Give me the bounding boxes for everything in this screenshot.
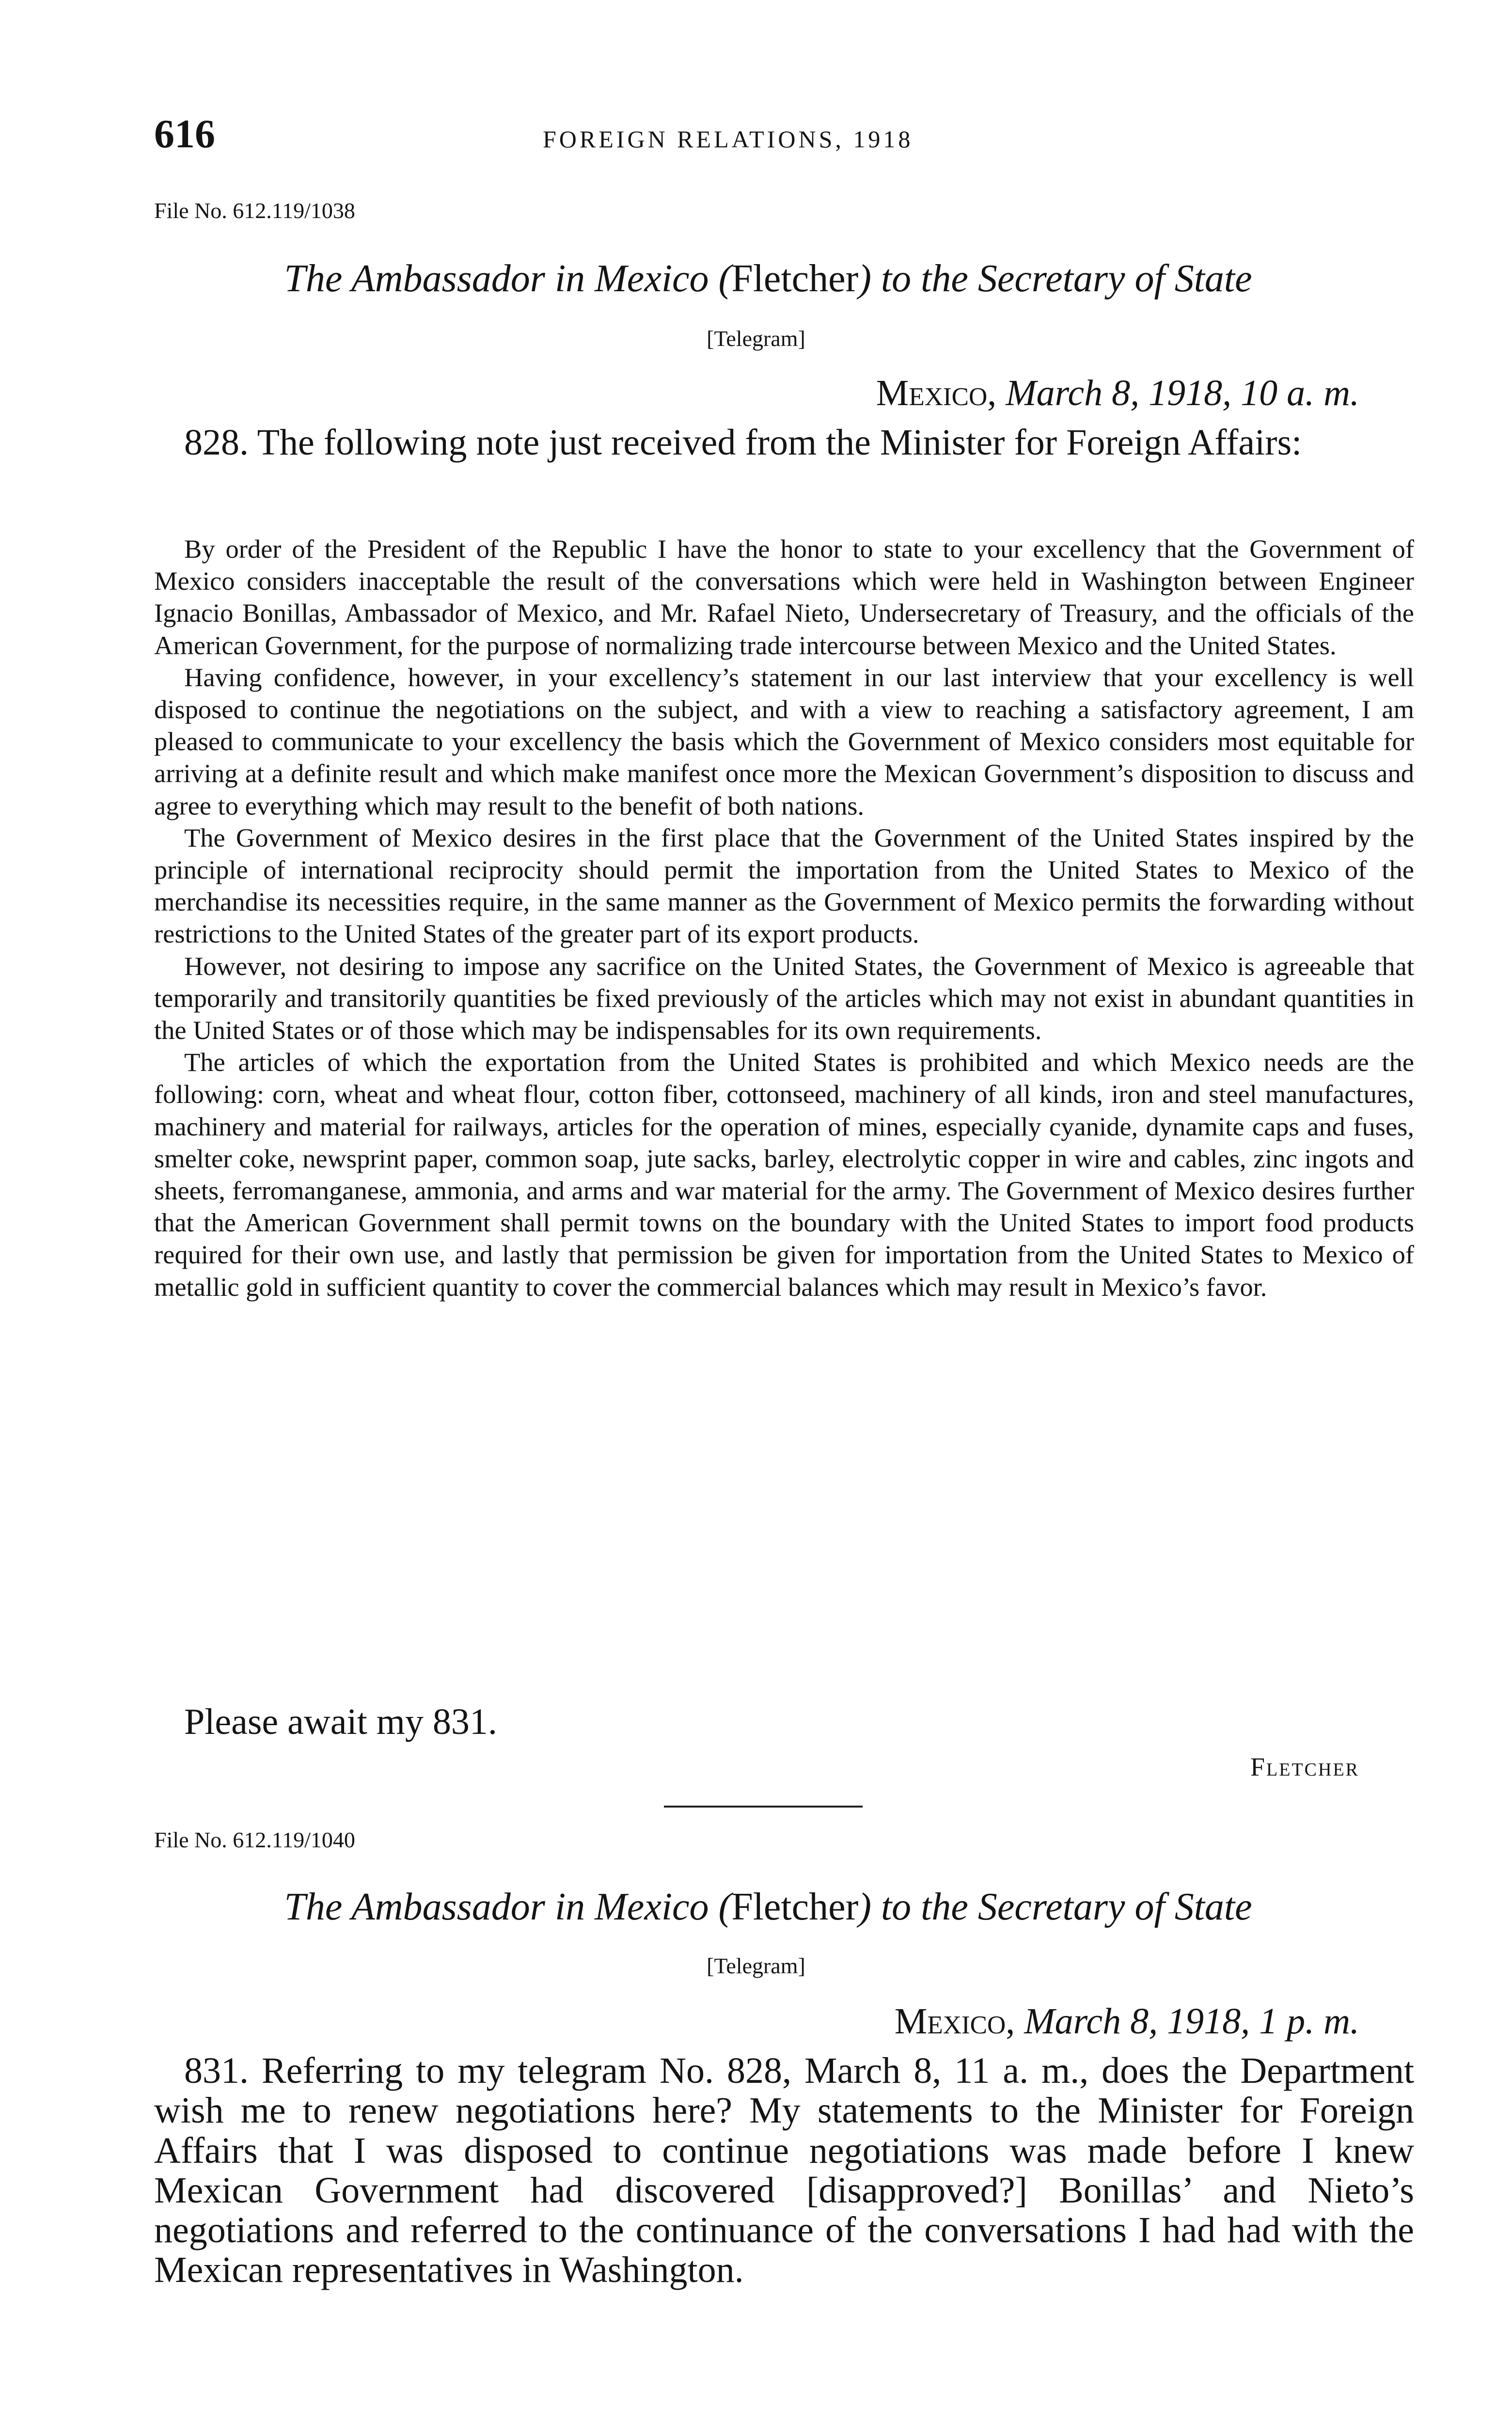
quoted-note xyxy=(154,533,1414,1303)
quote-paragraph: By order of the President of the Republic I have the honor to state to your excellency that the Government of Mexico considers inacceptable the result of the conversations which were held in Washington between Engineer Ignacio Bonillas, Ambassador of Mexico, and Mr. Rafael Nieto, Undersecretary of Treasury, and the officials of the American Government, for the purpose of normalizing trade intercourse between Mexico and the United States. xyxy=(154,534,1414,660)
document-heading: The Ambassador in Mexico (Fletcher) to the Secretary of State xyxy=(284,257,1252,300)
dateline: Mexico, March 8, 1918, 10 a. m. xyxy=(876,373,1359,413)
telegram-lead: 828. The following note just received from the Minister for Foreign Affairs: xyxy=(184,422,1302,463)
telegram-label: [Telegram] xyxy=(707,326,805,351)
signature: Fletcher xyxy=(1250,1752,1359,1781)
quote-paragraph: Having confidence, however, in your excellency’s statement in our last interview that your excellency is well disposed to continue the negotiations on the subject, and with a view to reaching a satisfactory agreement, I am pleased to communicate to your excellency the basis which the Government of Mexico considers most equitable for arriving at a definite result and which make manifest once more the Mexican Government’s disposition to discuss and agree to everything which may result to the benefit of both nations. xyxy=(154,662,1414,820)
quote-paragraph: However, not desiring to impose any sacrifice on the United States, the Government of Mexico is agreeable that temporarily and transitorily quantities be fixed previously of the articles which may not exist in abundant quantities in the United States or of those which may be indispensables for its own requirements. xyxy=(154,951,1414,1045)
closing-line: Please await my 831. xyxy=(184,1701,497,1742)
quote-paragraph: The Government of Mexico desires in the first place that the Government of the United States inspired by the principle of international reciprocity should permit the importation from the United States to Mexico of the merchandise its necessities require, in the same manner as the Government of Mexico permits the forwarding without restrictions to the United States of the greater part of its export products. xyxy=(154,822,1414,949)
file-number: File No. 612.119/1038 xyxy=(154,198,355,223)
section-divider xyxy=(664,1806,863,1808)
running-title: FOREIGN RELATIONS, 1918 xyxy=(543,126,914,153)
telegram-body: 831. Referring to my telegram No. 828, March 8, 11 a. m., does the Department wish me to renew negotiations here? My statements to the Minister for Foreign Affairs that I was disposed to continue negotiations was made before I knew Mexican Government had discovered [disapproved?] Bonillas’ and Nieto’s negotiations and referred to the continuance of the conversations I had had with the Mexican representatives in Washington. xyxy=(154,2050,1414,2291)
page-number: 616 xyxy=(154,111,215,157)
document-heading: The Ambassador in Mexico (Fletcher) to the Secretary of State xyxy=(284,1886,1252,1928)
quote-paragraph: The articles of which the exportation from the United States is prohibited and which Mexico needs are the following: corn, wheat and wheat flour, cotton fiber, cottonseed, machinery of all kinds, iron and steel manufactures, machinery and material for railways, articles for the operation of mines, especially cyanide, dynamite caps and fuses, smelter coke, newsprint paper, common soap, jute sacks, barley, electrolytic copper in wire and cables, zinc ingots and sheets, ferromanganese, ammonia, and arms and war material for the army. The Government of Mexico desires further that the American Government shall permit towns on the boundary with the United States to import food products required for their own use, and lastly that permission be given for importation from the United States to Mexico of metallic gold in sufficient quantity to cover the commercial balances which may result in Mexico’s favor. xyxy=(154,1047,1414,1302)
telegram-label: [Telegram] xyxy=(707,1953,805,1978)
file-number: File No. 612.119/1040 xyxy=(154,1827,355,1852)
dateline: Mexico, March 8, 1918, 1 p. m. xyxy=(894,2001,1359,2042)
